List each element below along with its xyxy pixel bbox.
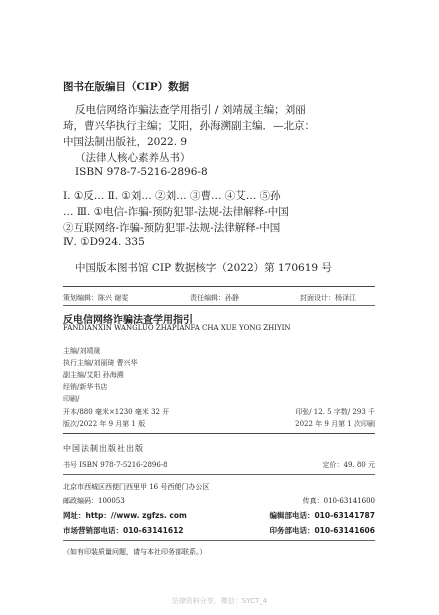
spec-format: 开本/880 毫米×1230 毫米 32 开: [63, 408, 170, 416]
watermark-text: 法律资料分享，微信：SYCT_4: [171, 597, 268, 605]
cip-subject-line: Ⅳ. ①D924. 335: [63, 236, 145, 248]
spec-sheets: 印张/ 12. 5 字数/ 293 千: [295, 408, 375, 416]
postcode: 邮政编码：100053: [63, 497, 125, 505]
spec-printing: 2022 年 9 月第 1 次印刷: [295, 420, 375, 428]
cip-verification: 中国版本图书馆 CIP 数据核字（2022）第 170619 号: [75, 262, 332, 274]
cip-entry-line: 琦，曹兴华执行主编；艾阳，孙海溯副主编．—北京：: [63, 120, 315, 132]
cip-series: （法律人核心素养丛书）: [75, 152, 191, 164]
book-title-pinyin: FANDIANXIN WANGLUO ZHAPIANFA CHA XUE YONG ZHIYIN: [63, 324, 291, 332]
credit-line: 印刷/: [63, 395, 80, 403]
divider: [63, 286, 375, 287]
cip-entry-line: 中国法制出版社，2022. 9: [63, 136, 188, 148]
book-price: 定价：49. 80 元: [322, 461, 375, 469]
cip-subject-line: … Ⅲ. ①电信-诈骗-预防犯罪-法规-法律解释-中国: [63, 206, 289, 218]
printing-phone: 印务部电话：010-63141606: [269, 526, 375, 535]
cover-designer: 封面设计：杨泽江: [300, 294, 356, 302]
fax-number: 传真：010-63141600: [302, 497, 375, 505]
planning-editor: 策划编辑：陈兴 谢雯: [63, 294, 129, 302]
credit-line: 主编/刘靖晟: [63, 347, 101, 355]
publisher-address: 北京市西城区西便门西里甲 16 号西便门办公区: [63, 483, 210, 491]
responsible-editor: 责任编辑：孙静: [190, 294, 239, 302]
credit-line: 经销/新华书店: [63, 383, 108, 391]
editorial-phone: 编辑部电话：010-63141787: [269, 511, 375, 520]
cip-subject-line: ②互联网络-诈骗-预防犯罪-法规-法律解释-中国: [63, 222, 281, 234]
marketing-phone: 市场营销部电话：010-63141612: [63, 526, 184, 535]
divider: [63, 305, 375, 306]
book-isbn: 书号 ISBN 978-7-5216-2896-8: [63, 461, 168, 469]
spec-edition: 版次/2022 年 9 月第 1 版: [63, 420, 146, 428]
divider: [63, 540, 375, 541]
quality-notice: （如有印装质量问题，请与本社印务部联系。）: [63, 548, 207, 556]
cip-heading: 图书在版编目（CIP）数据: [63, 81, 190, 93]
cip-subject-line: Ⅰ. ①反… Ⅱ. ①刘… ②刘… ③曹… ④艾… ⑤孙: [63, 190, 281, 202]
cip-isbn: ISBN 978-7-5216-2896-8: [75, 166, 208, 178]
book-title: 反电信网络诈骗法查学用指引: [63, 315, 193, 326]
divider: [63, 433, 375, 434]
credit-line: 执行主编/刘丽琦 曹兴华: [63, 359, 138, 367]
website-link[interactable]: 网址：http：//www. zgfzs. com: [63, 511, 187, 520]
cip-entry-line: 反电信网络诈骗法查学用指引 / 刘靖晟主编；刘丽: [75, 104, 306, 116]
credit-line: 副主编/艾阳 孙海溯: [63, 371, 124, 379]
divider: [63, 474, 375, 475]
publisher-name: 中国法制出版社出版: [63, 444, 144, 453]
